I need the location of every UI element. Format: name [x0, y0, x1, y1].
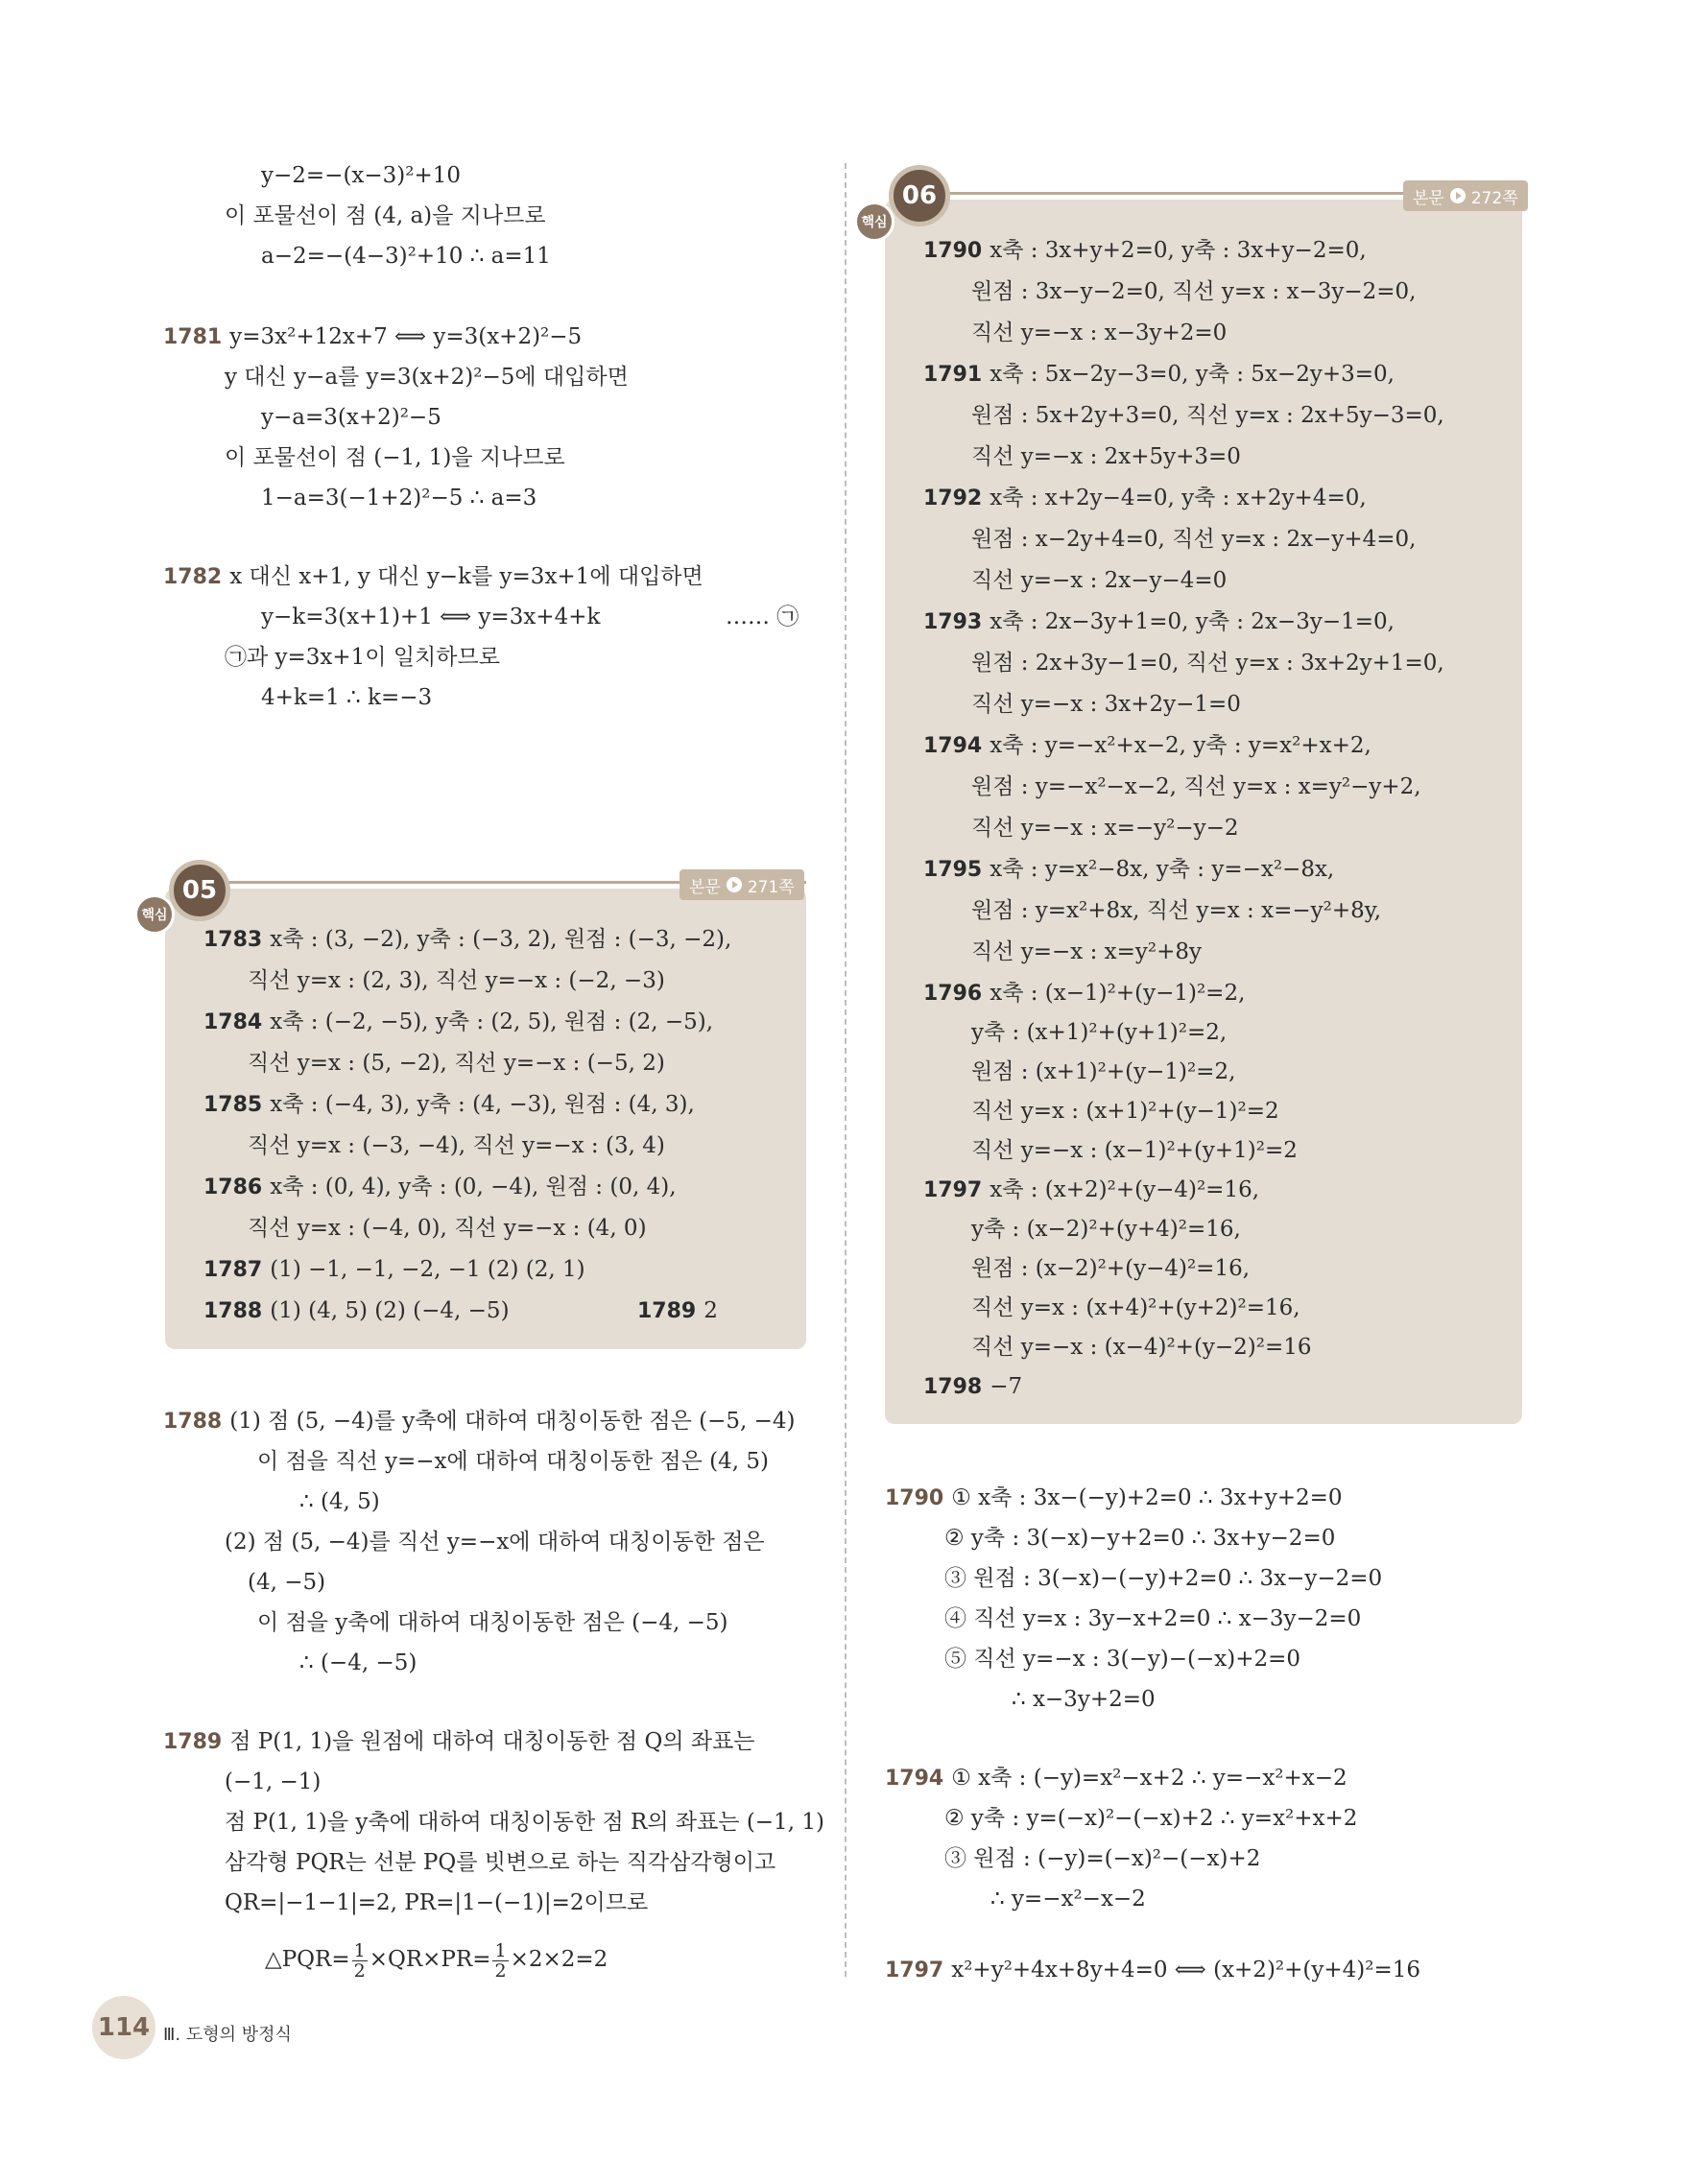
problem-number: 1788 — [163, 1410, 223, 1434]
answer-line: 1788 (1) (4, 5) (2) (−4, −5) — [203, 1298, 510, 1323]
solution-line: ⑤ 직선 y=−x : 3(−y)−(−x)+2=0 — [944, 1647, 1301, 1672]
answer-line: 1790 x축 : 3x+y+2=0, y축 : 3x+y−2=0, — [923, 238, 1367, 263]
solution-line: 1797 x²+y²+4x+8y+4=0 ⟺ (x+2)²+(y+4)²=16 — [885, 1958, 1421, 1982]
answer-line: 직선 y=x : (2, 3), 직선 y=−x : (−2, −3) — [248, 968, 665, 993]
problem-number: 1794 — [885, 1767, 944, 1791]
solution-line: 이 포물선이 점 (4, a)을 지나므로 — [225, 203, 546, 228]
solution-line: 1781 y=3x²+12x+7 ⟺ y=3(x+2)²−5 — [163, 324, 583, 349]
answer-line: 원점 : y=x²+8x, 직선 y=x : x=−y²+8y, — [971, 898, 1381, 923]
answer-line: y축 : (x−2)²+(y+4)²=16, — [971, 1217, 1241, 1242]
answer-line: 원점 : (x+1)²+(y−1)²=2, — [971, 1059, 1236, 1084]
answer-line: 직선 y=−x : x=y²+8y — [971, 939, 1202, 964]
answer-line: 1783 x축 : (3, −2), y축 : (−3, 2), 원점 : (−3, −2), — [203, 927, 732, 952]
problem-number: 1797 — [885, 1958, 944, 1982]
answer-line: 원점 : 3x−y−2=0, 직선 y=x : x−3y−2=0, — [971, 279, 1417, 304]
answer-line: 원점 : 5x+2y+3=0, 직선 y=x : 2x+5y−3=0, — [971, 403, 1444, 428]
fraction: $\frac{1}{2}$ — [494, 1939, 507, 1982]
fraction: $\frac{1}{2}$ — [353, 1939, 366, 1982]
solution-line: 1794 ① x축 : (−y)=x²−x+2 ∴ y=−x²+x−2 — [885, 1766, 1347, 1791]
solution-line: ∴ x−3y+2=0 — [1012, 1687, 1156, 1712]
answer-line: 직선 y=x : (x+1)²+(y−1)²=2 — [971, 1099, 1279, 1124]
answer-line: 1792 x축 : x+2y−4=0, y축 : x+2y+4=0, — [923, 486, 1367, 510]
answer-line: 1791 x축 : 5x−2y−3=0, y축 : 5x−2y+3=0, — [923, 362, 1395, 387]
solution-line: QR=|−1−1|=2, PR=|1−(−1)|=2이므로 — [225, 1890, 649, 1915]
answer-line: 원점 : x−2y+4=0, 직선 y=x : 2x−y+4=0, — [971, 527, 1417, 552]
solution-line: ② y축 : y=(−x)²−(−x)+2 ∴ y=x²+x+2 — [944, 1806, 1358, 1831]
equation-label: …… ㉠ — [726, 605, 799, 629]
solution-line: 4+k=1 ∴ k=−3 — [261, 685, 433, 710]
solution-line: ③ 원점 : (−y)=(−x)²−(−x)+2 — [944, 1846, 1261, 1871]
solution-line: y−2=−(x−3)²+10 — [261, 163, 462, 188]
solution-line: 1788 (1) 점 (5, −4)를 y축에 대하여 대칭이동한 점은 (−5, −4) — [163, 1409, 796, 1434]
solution-line: 1790 ① x축 : 3x−(−y)+2=0 ∴ 3x+y+2=0 — [885, 1485, 1343, 1510]
answer-line: 1794 x축 : y=−x²+x−2, y축 : y=x²+x+2, — [923, 733, 1371, 758]
solution-line: a−2=−(4−3)²+10 ∴ a=11 — [261, 244, 551, 269]
answer-line: 1796 x축 : (x−1)²+(y−1)²=2, — [923, 981, 1246, 1006]
answer-line: 직선 y=x : (−3, −4), 직선 y=−x : (3, 4) — [248, 1133, 665, 1158]
chapter-title: Ⅲ. 도형의 방정식 — [163, 2025, 292, 2045]
arrow-icon — [727, 877, 742, 892]
solution-line: ③ 원점 : 3(−x)−(−y)+2=0 ∴ 3x−y−2=0 — [944, 1566, 1383, 1591]
answer-line: 원점 : 2x+3y−1=0, 직선 y=x : 3x+2y+1=0, — [971, 651, 1444, 676]
answer-line: 1798 −7 — [923, 1374, 1023, 1399]
solution-line: 1−a=3(−1+2)²−5 ∴ a=3 — [261, 486, 537, 510]
section-badge: 06 — [889, 165, 950, 226]
answer-line: 1789 2 — [637, 1298, 718, 1323]
solution-line: ∴ (−4, −5) — [299, 1650, 417, 1675]
answer-line: 직선 y=−x : x−3y+2=0 — [971, 320, 1228, 345]
column-divider — [845, 163, 846, 1977]
answer-line: 1795 x축 : y=x²−8x, y축 : y=−x²−8x, — [923, 857, 1335, 882]
answer-line: 원점 : (x−2)²+(y−4)²=16, — [971, 1256, 1251, 1281]
solution-line: ㉠과 y=3x+1이 일치하므로 — [225, 645, 500, 670]
section-badge: 05 — [169, 860, 230, 921]
page-number: 114 — [92, 1996, 155, 2059]
answer-line: 직선 y=−x : (x−4)²+(y−2)²=16 — [971, 1335, 1312, 1360]
core-badge: 핵심 — [134, 894, 175, 935]
problem-number: 1789 — [163, 1730, 223, 1754]
solution-line: ∴ (4, 5) — [299, 1489, 380, 1514]
answer-line: 1785 x축 : (−4, 3), y축 : (4, −3), 원점 : (4, 3), — [203, 1092, 695, 1117]
answer-line: 직선 y=x : (−4, 0), 직선 y=−x : (4, 0) — [248, 1216, 647, 1241]
solution-line: 삼각형 PQR는 선분 PQ를 빗변으로 하는 직각삼각형이고 — [225, 1850, 776, 1875]
solution-line: 이 포물선이 점 (−1, 1)을 지나므로 — [225, 445, 565, 470]
triangle-area-formula: △PQR= $\frac{1}{2}$ ×QR×PR= $\frac{1}{2}$ ×2×2=2 — [265, 1939, 608, 1982]
problem-number: 1782 — [163, 565, 223, 589]
answer-line: 직선 y=x : (x+4)²+(y+2)²=16, — [971, 1295, 1300, 1320]
solution-line: (4, −5) — [248, 1570, 326, 1595]
problem-number: 1781 — [163, 325, 223, 349]
arrow-icon — [1450, 188, 1466, 203]
answer-line: 1797 x축 : (x+2)²+(y−4)²=16, — [923, 1177, 1260, 1202]
answer-line: y축 : (x+1)²+(y+1)²=2, — [971, 1020, 1228, 1045]
solution-line: 1782 x 대신 x+1, y 대신 y−k를 y=3x+1에 대입하면 — [163, 564, 703, 589]
solution-line: y 대신 y−a를 y=3(x+2)²−5에 대입하면 — [225, 365, 629, 390]
solution-line: 이 점을 y축에 대하여 대칭이동한 점은 (−4, −5) — [257, 1610, 728, 1635]
solution-line: ④ 직선 y=x : 3y−x+2=0 ∴ x−3y−2=0 — [944, 1606, 1362, 1631]
problem-number: 1790 — [885, 1486, 944, 1510]
reference-tag: 본문 272쪽 — [1403, 180, 1528, 211]
answer-line: 1793 x축 : 2x−3y+1=0, y축 : 2x−3y−1=0, — [923, 609, 1395, 634]
solution-line: y−a=3(x+2)²−5 — [261, 405, 441, 430]
solution-line: (−1, −1) — [225, 1769, 322, 1794]
answer-line: 1786 x축 : (0, 4), y축 : (0, −4), 원점 : (0, 4), — [203, 1175, 677, 1199]
answer-line: 1784 x축 : (−2, −5), y축 : (2, 5), 원점 : (2, −5), — [203, 1009, 714, 1034]
answer-line: 1787 (1) −1, −1, −2, −1 (2) (2, 1) — [203, 1257, 585, 1282]
answer-line: 직선 y=−x : (x−1)²+(y+1)²=2 — [971, 1138, 1298, 1163]
core-badge: 핵심 — [854, 202, 894, 242]
solution-line: ∴ y=−x²−x−2 — [990, 1887, 1146, 1911]
reference-tag: 본문 271쪽 — [680, 869, 804, 900]
solution-line: 점 P(1, 1)을 y축에 대하여 대칭이동한 점 R의 좌표는 (−1, 1) — [225, 1810, 824, 1835]
solution-line: ② y축 : 3(−x)−y+2=0 ∴ 3x+y−2=0 — [944, 1526, 1336, 1551]
solution-line: y−k=3(x+1)+1 ⟺ y=3x+4+k — [261, 605, 601, 629]
solution-line: 이 점을 직선 y=−x에 대하여 대칭이동한 점은 (4, 5) — [257, 1449, 770, 1474]
solution-line: 1789 점 P(1, 1)을 원점에 대하여 대칭이동한 점 Q의 좌표는 — [163, 1729, 755, 1754]
answer-line: 직선 y=−x : 3x+2y−1=0 — [971, 692, 1241, 717]
answer-line: 직선 y=−x : x=−y²−y−2 — [971, 816, 1239, 841]
answer-line: 직선 y=−x : 2x−y−4=0 — [971, 568, 1228, 593]
solution-line: (2) 점 (5, −4)를 직선 y=−x에 대하여 대칭이동한 점은 — [225, 1530, 765, 1555]
answer-line: 직선 y=x : (5, −2), 직선 y=−x : (−5, 2) — [248, 1051, 665, 1076]
answer-line: 원점 : y=−x²−x−2, 직선 y=x : x=y²−y+2, — [971, 774, 1421, 799]
answer-line: 직선 y=−x : 2x+5y+3=0 — [971, 444, 1241, 469]
